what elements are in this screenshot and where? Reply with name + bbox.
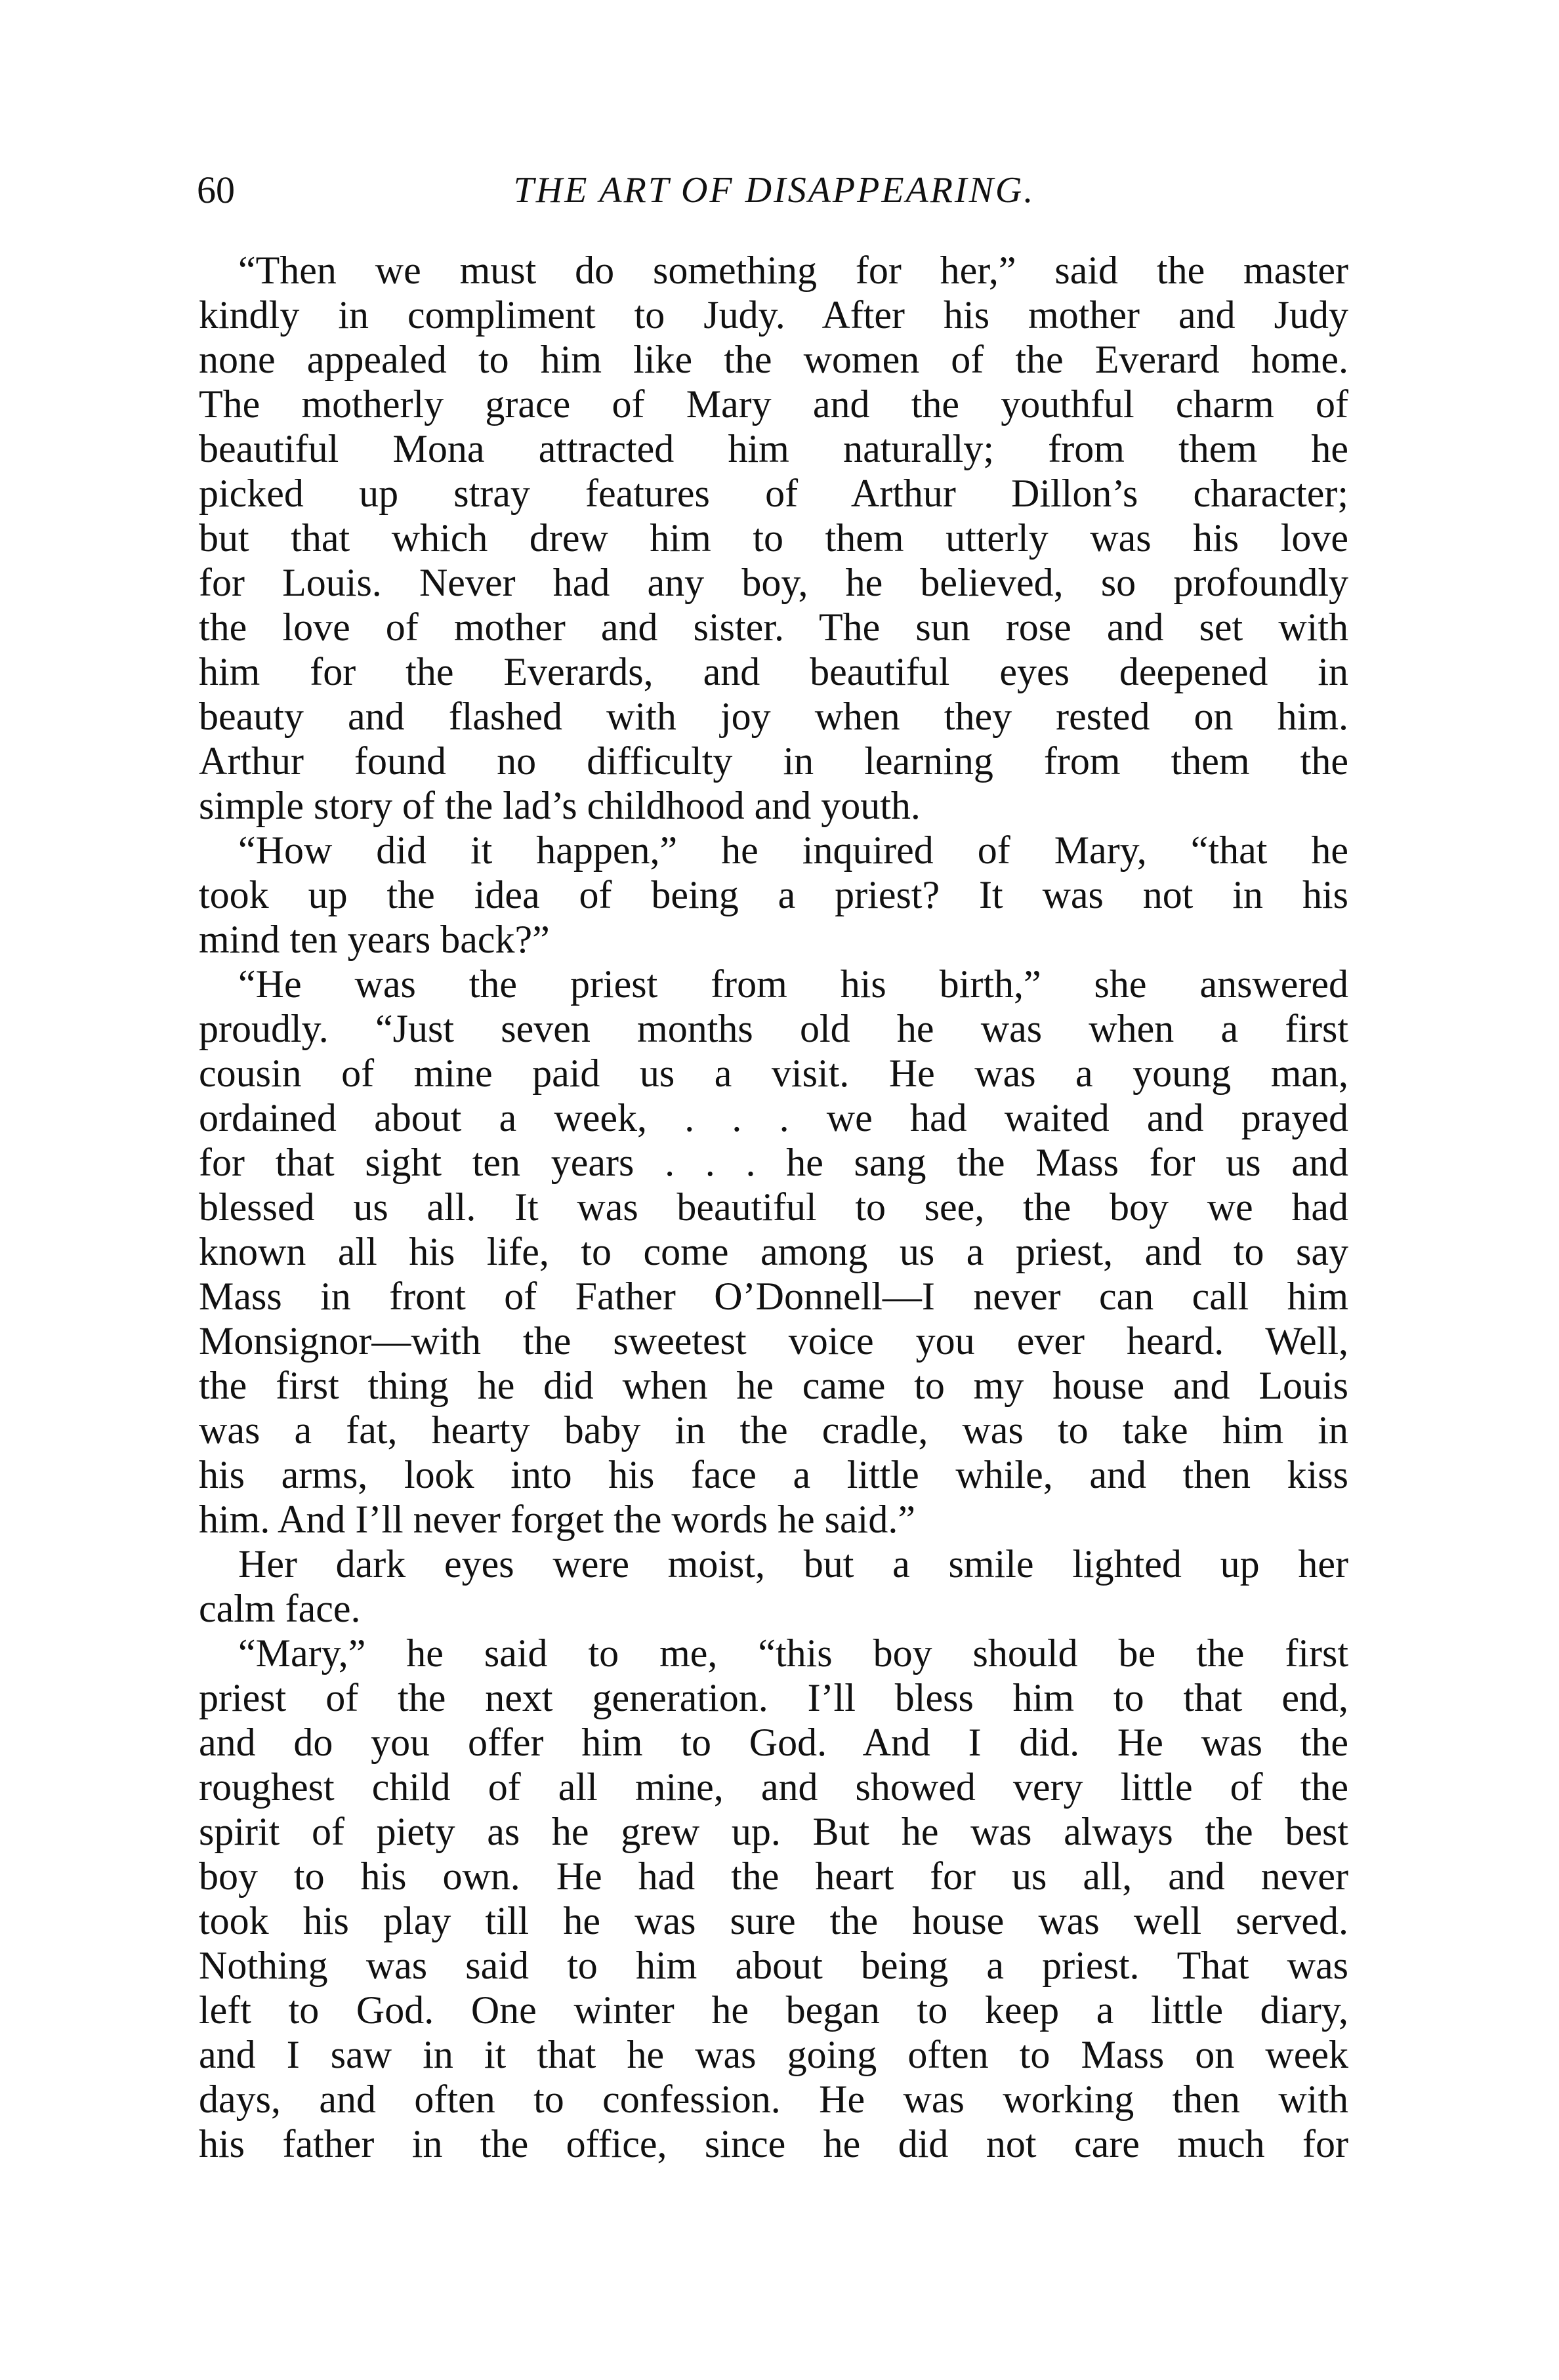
text-line: boy to his own. He had the heart for us all, and never: [199, 1855, 1348, 1898]
text-line: proudly. “Just seven months old he was when a first: [199, 1007, 1348, 1050]
text-line: Her dark eyes were moist, but a smile lighted up her: [238, 1542, 1348, 1586]
text-line: for that sight ten years . . . he sang the Mass for us and: [199, 1141, 1348, 1184]
text-line: Arthur found no difficulty in learning from them the: [199, 739, 1348, 783]
text-line: priest of the next generation. I’ll bless him to that end,: [199, 1676, 1348, 1719]
text-line: the first thing he did when he came to my house and Louis: [199, 1364, 1348, 1407]
text-line: Monsignor—with the sweetest voice you ever heard. Well,: [199, 1319, 1348, 1363]
text-line: took up the idea of being a priest? It was not in his: [199, 873, 1348, 916]
text-line: and do you offer him to God. And I did. He was the: [199, 1721, 1348, 1764]
text-line: “He was the priest from his birth,” she answered: [238, 962, 1348, 1006]
text-line: simple story of the lad’s childhood and youth.: [199, 784, 921, 827]
text-line: was a fat, hearty baby in the cradle, was to take him in: [199, 1408, 1348, 1452]
running-title: THE ART OF DISAPPEARING.: [513, 170, 1035, 211]
text-line: “Then we must do something for her,” said the master: [238, 249, 1348, 292]
text-line: kindly in compliment to Judy. After his mother and Judy: [199, 293, 1348, 337]
text-line: “Mary,” he said to me, “this boy should be the first: [238, 1631, 1348, 1675]
text-line: him. And I’ll never forget the words he said.”: [199, 1498, 915, 1541]
text-line: mind ten years back?”: [199, 918, 550, 961]
text-line: the love of mother and sister. The sun rose and set with: [199, 605, 1348, 649]
text-line: spirit of piety as he grew up. But he was always the best: [199, 1810, 1348, 1853]
text-line: left to God. One winter he began to keep a little diary,: [199, 1988, 1348, 2032]
text-line: but that which drew him to them utterly was his love: [199, 516, 1348, 560]
text-line: cousin of mine paid us a visit. He was a young man,: [199, 1052, 1348, 1095]
text-line: his arms, look into his face a little while, and then kiss: [199, 1453, 1348, 1496]
text-line: for Louis. Never had any boy, he believed, so profoundly: [199, 561, 1348, 604]
text-line: “How did it happen,” he inquired of Mary, “that he: [238, 829, 1348, 872]
text-line: none appealed to him like the women of the Everard home.: [199, 338, 1348, 381]
text-line: and I saw in it that he was going often to Mass on week: [199, 2033, 1348, 2076]
text-line: took his play till he was sure the house was well served.: [199, 1899, 1348, 1942]
page-number: 60: [197, 169, 235, 211]
text-line: picked up stray features of Arthur Dillon’s character;: [199, 472, 1348, 515]
text-line: roughest child of all mine, and showed very little of the: [199, 1765, 1348, 1809]
text-line: ordained about a week, . . . we had waited and prayed: [199, 1096, 1348, 1139]
text-line: blessed us all. It was beautiful to see, the boy we had: [199, 1185, 1348, 1229]
text-line: days, and often to confession. He was working then with: [199, 2078, 1348, 2121]
text-line: The motherly grace of Mary and the youthful charm of: [199, 382, 1348, 426]
text-line: him for the Everards, and beautiful eyes deepened in: [199, 650, 1348, 693]
text-line: beauty and flashed with joy when they rested on him.: [199, 695, 1348, 738]
text-line: his father in the office, since he did not care much for: [199, 2122, 1348, 2165]
text-line: Mass in front of Father O’Donnell—I never can call him: [199, 1275, 1348, 1318]
text-line: calm face.: [199, 1587, 361, 1630]
text-line: beautiful Mona attracted him naturally; from them he: [199, 427, 1348, 470]
page-header: [197, 164, 1352, 216]
text-line: Nothing was said to him about being a priest. That was: [199, 1944, 1348, 1987]
text-line: known all his life, to come among us a priest, and to say: [199, 1230, 1348, 1273]
